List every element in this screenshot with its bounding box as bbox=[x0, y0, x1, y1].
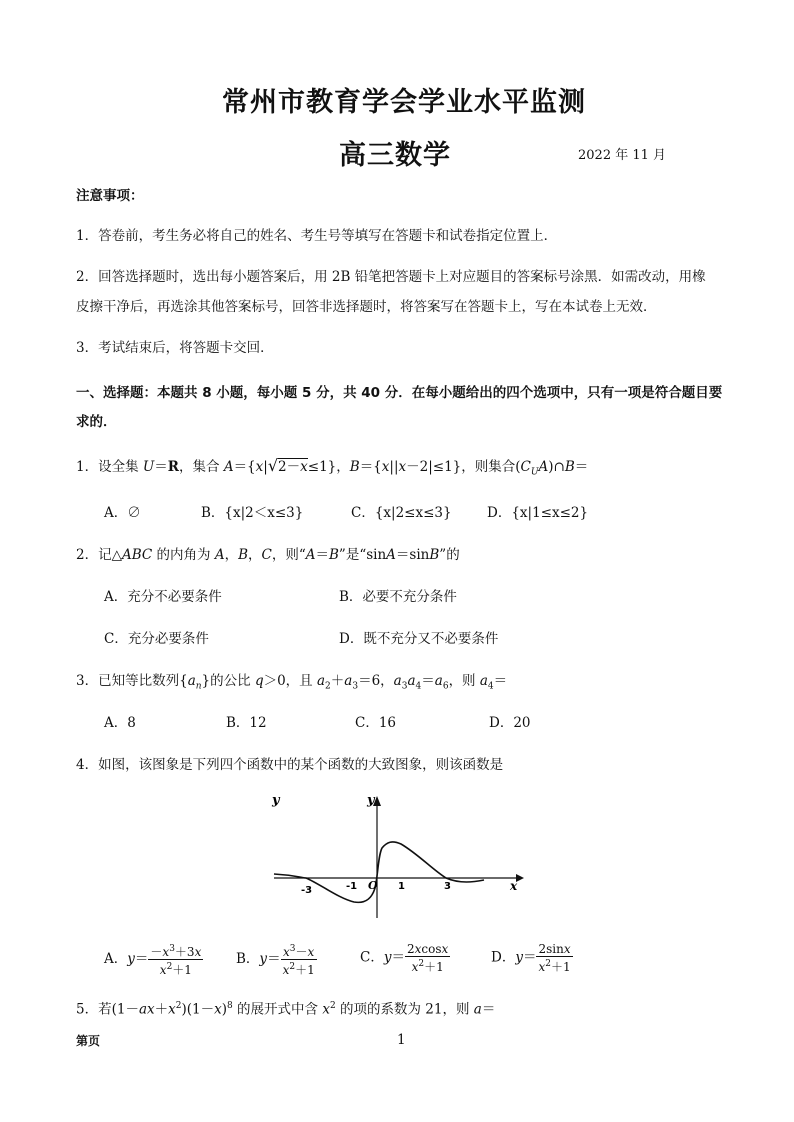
q2-option-a: A．充分不必要条件 bbox=[104, 589, 222, 605]
q1-option-b: B．{x|2＜x≤3} bbox=[201, 505, 304, 521]
footer-page-number: 1 bbox=[397, 1032, 406, 1048]
q1-option-d: D．{x|1≤x≤2} bbox=[487, 505, 589, 521]
exam-title: 常州市教育学会学业水平监测 bbox=[222, 87, 586, 118]
tick-neg3: -3 bbox=[301, 885, 313, 896]
q4-option-a: A．y＝ $\frac{-x^3+3x}{x^2+1}$ bbox=[104, 944, 202, 977]
q2-option-b: B．必要不充分条件 bbox=[339, 589, 457, 605]
function-graph bbox=[268, 792, 530, 922]
section-heading-line2: 求的． bbox=[76, 414, 117, 430]
q2-option-c: C．充分必要条件 bbox=[104, 631, 209, 647]
q3-option-b: B．12 bbox=[226, 715, 267, 731]
q4-option-b: B．y＝ $\frac{x^3-x}{x^2+1}$ bbox=[236, 944, 315, 977]
q2-option-d: D．既不充分又不必要条件 bbox=[339, 631, 499, 647]
note-1: 1．答卷前，考生务必将自己的姓名、考生号等填写在答题卡和试卷指定位置上． bbox=[76, 228, 558, 244]
notes-heading: 注意事项： bbox=[76, 188, 144, 204]
tick-pos1: 1 bbox=[398, 881, 405, 892]
q3-option-c: C．16 bbox=[355, 715, 397, 731]
tick-pos3: 3 bbox=[444, 881, 451, 892]
question-2-stem: 2．记△ABC 的内角为 A，B，C，则“A＝B”是“sinA＝sinB”的 bbox=[76, 547, 460, 563]
q3-option-a: A．8 bbox=[104, 715, 136, 731]
q4-option-a-label: A． bbox=[104, 951, 128, 967]
tick-origin: O bbox=[368, 879, 378, 892]
q4-option-c: C．y＝ $\frac{2xcosx}{x^2+1}$ bbox=[360, 942, 449, 974]
section-heading-line1: 一、选择题：本题共 8 小题，每小题 5 分，共 40 分．在每小题给出的四个选项中，只有一项是符合题目要 bbox=[76, 385, 723, 401]
question-1-stem: 1．设全集 U＝R，集合 A＝{x|√2－x≤1}，B＝{x||x－2|≤1}，则集合$(C_UA)\cap B=$ bbox=[76, 456, 589, 478]
q1-option-c: C．{x|2≤x≤3} bbox=[351, 505, 452, 521]
q4-option-d: D．y＝ $\frac{2\sin x}{x^2+1}$ bbox=[491, 942, 571, 974]
note-3: 3．考试结束后，将答题卡交回． bbox=[76, 340, 274, 356]
q4-option-c-label: C． bbox=[360, 949, 384, 966]
note-2-line1: 2．回答选择题时，选出每小题答案后，用 2B 铅笔把答题卡上对应题目的答案标号涂黑．如需改动，用橡 bbox=[76, 269, 706, 285]
tick-neg1: -1 bbox=[346, 881, 358, 892]
y-axis-label-main: y bbox=[367, 793, 375, 808]
q1-option-a: A．∅ bbox=[104, 505, 141, 521]
question-3-stem: 3．已知等比数列$\{a_n\}$的公比 q＞0，且 $a_2+a_3=6$，$a_3a_4=a_6$，则 $a_4=$ bbox=[76, 673, 508, 692]
question-5-stem: 5．若$(1-ax+x^2)(1-x)^8$ 的展开式中含 $x^2$ 的项的系数为 21，则 a＝ bbox=[76, 1001, 496, 1018]
x-axis-label: x bbox=[510, 879, 518, 893]
q4-option-b-label: B． bbox=[236, 951, 260, 967]
x-axis-arrow bbox=[516, 874, 524, 882]
q4-option-d-label: D． bbox=[491, 949, 516, 966]
y-axis-label: y bbox=[272, 793, 280, 808]
exam-date: 2022 年 11 月 bbox=[578, 148, 667, 163]
note-2-line2: 皮擦干净后，再选涂其他答案标号，回答非选择题时，将答案写在答题卡上，写在本试卷上无效． bbox=[76, 299, 657, 315]
question-4-stem: 4．如图，该图象是下列四个函数中的某个函数的大致图象，则该函数是 bbox=[76, 757, 504, 773]
exam-subtitle: 高三数学 bbox=[339, 140, 451, 171]
q3-option-d: D．20 bbox=[489, 715, 531, 731]
footer-page-label: 第页 bbox=[76, 1034, 101, 1048]
